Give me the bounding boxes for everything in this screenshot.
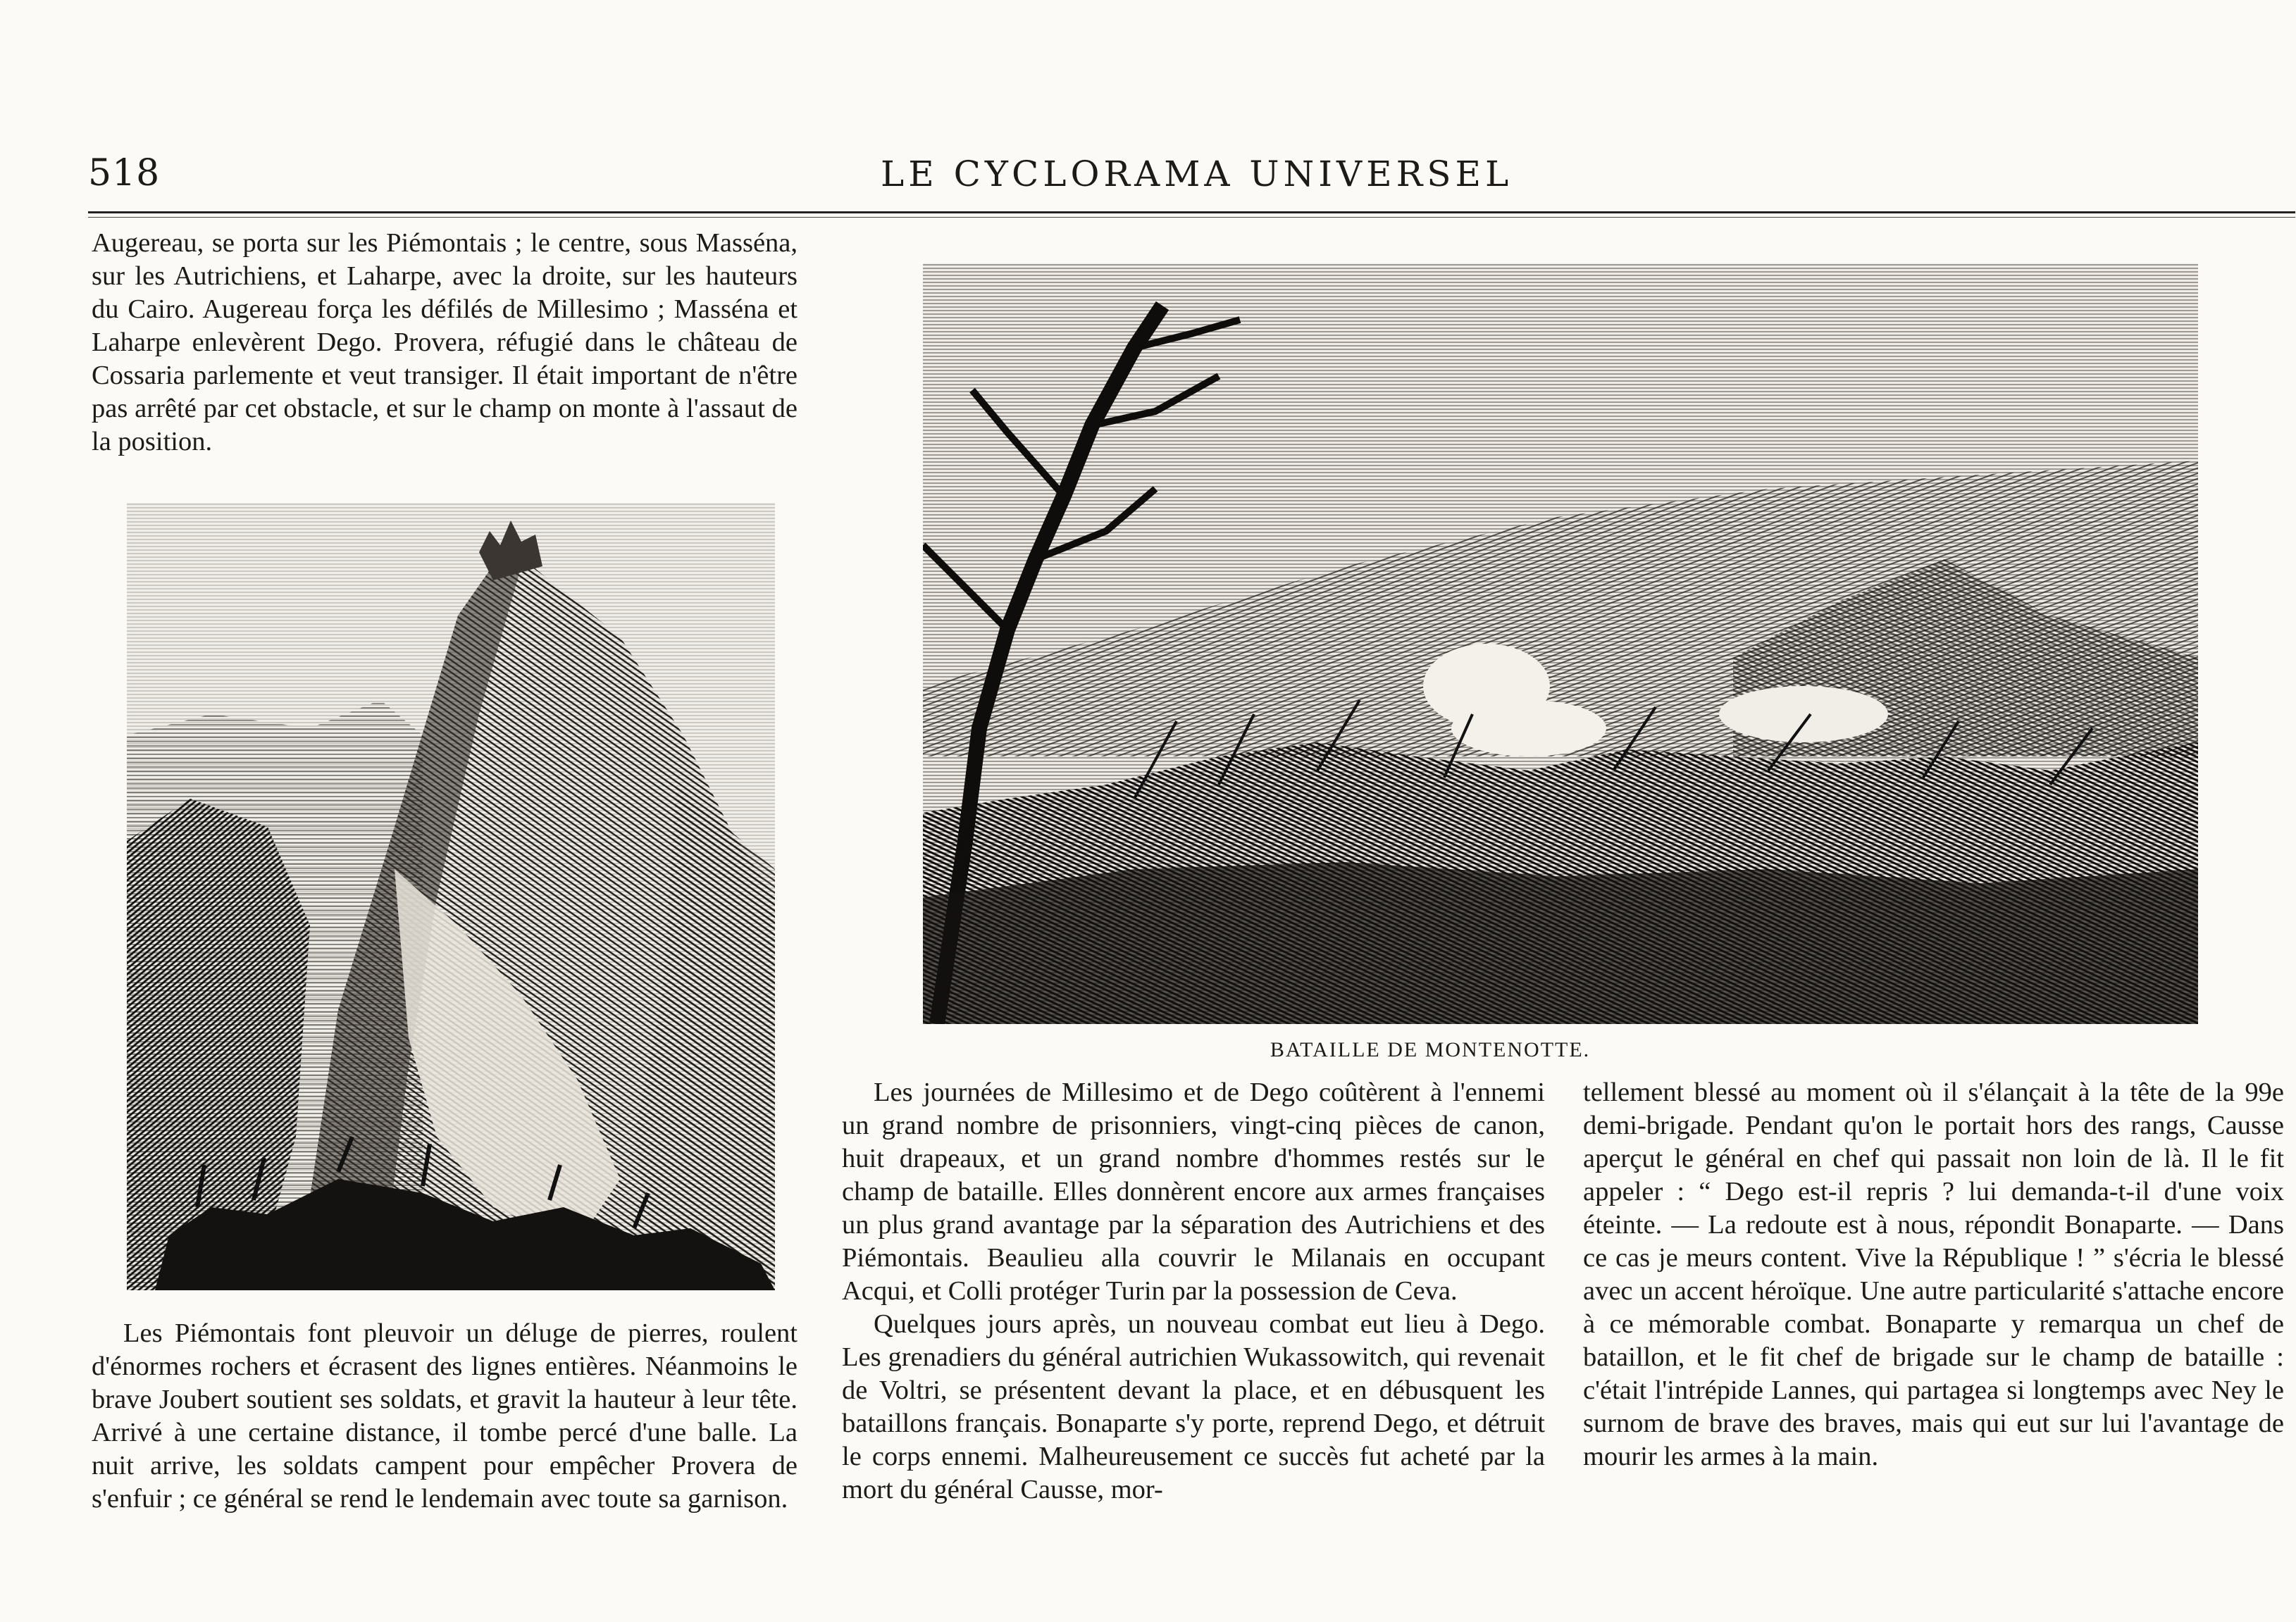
running-title: LE CYCLORAMA UNIVERSEL	[881, 154, 1513, 194]
paragraph: Augereau, se porta sur les Piémontais ; le centre, sous Masséna, sur les Autrichiens, et Laharpe, avec la droite, sur les hauteurs du Cairo. Augereau força les défilés de Millesimo ; Masséna et Laharpe enlevèrent Dego. Provera, réfugié dans le château de Cossaria parlemente et veut transiger. Il était important de n'être pas arrêté par cet obstacle, et sur le champ on monte à l'assaut de la position.	[92, 228, 798, 456]
header-rule	[88, 211, 2295, 213]
engraving-cossaria-assault	[127, 503, 775, 1290]
middle-column-text	[842, 1076, 1545, 1506]
paragraph: Les journées de Millesimo et de Dego coûtèrent à l'ennemi un grand nombre de prisonniers, vingt-cinq pièces de canon, huit drapeaux, et un grand nombre d'hommes restés sur le champ de bataille. Elles donnèrent encore aux armes françaises un plus grand avantage par la séparation des Autrichiens et des Piémontais. Beaulieu alla couvrir le Milanais en occupant Acqui, et Colli protéger Turin par la possession de Ceva.	[842, 1078, 1545, 1306]
engraving-montenotte-illustration	[923, 263, 2198, 1024]
paragraph: tellement blessé au moment où il s'élançait à la tête de la 99e demi-brigade. Pendant qu'on le portait hors des rangs, Causse aperçut le général en chef qui passait non loin de là. Il le fit appeler : “ Dego est-il repris ? lui demanda-t-il d'une voix éteinte. — La redoute est à nous, répondit Bonaparte. — Dans ce cas je meurs content. Vive la République ! ” s'écria le blessé avec un accent héroïque. Une autre particularité s'attache encore à ce mémorable combat. Bonaparte y remarqua un chef de bataillon, et le fit chef de brigade sur le champ de bataille : c'était l'intrépide Lannes, qui partagea si longtemps avec Ney le surnom de brave des braves, mais qui eut sur lui l'avantage de mourir les armes à la main.	[1583, 1078, 2284, 1471]
engraving-battle-montenotte	[923, 263, 2198, 1024]
right-column-text	[1583, 1076, 2284, 1473]
page-number: 518	[88, 152, 161, 194]
figure-caption: BATAILLE DE MONTENOTTE.	[1270, 1038, 1591, 1061]
left-column-bottom-text	[92, 1317, 798, 1516]
left-column-top-text	[92, 227, 798, 458]
header-rule-thin	[88, 217, 2295, 218]
engraving-cossaria-illustration	[127, 503, 775, 1290]
paragraph: Quelques jours après, un nouveau combat eut lieu à Dego. Les grenadiers du général autrichien Wukassowitch, qui revenait de Voltri, se présentent devant la place, et en débusquent les bataillons français. Bonaparte s'y porte, reprend Dego, et détruit le corps ennemi. Malheureusement ce succès fut acheté par la mort du général Causse, mor-	[842, 1309, 1545, 1504]
paragraph: Les Piémontais font pleuvoir un déluge de pierres, roulent d'énormes rochers et écrasent des lignes entières. Néanmoins le brave Joubert soutient ses soldats, et gravit la hauteur à leur tête. Arrivé à une certaine distance, il tombe percé d'une balle. La nuit arrive, les soldats campent pour empêcher Provera de s'enfuir ; ce général se rend le lendemain avec toute sa garnison.	[92, 1318, 798, 1514]
